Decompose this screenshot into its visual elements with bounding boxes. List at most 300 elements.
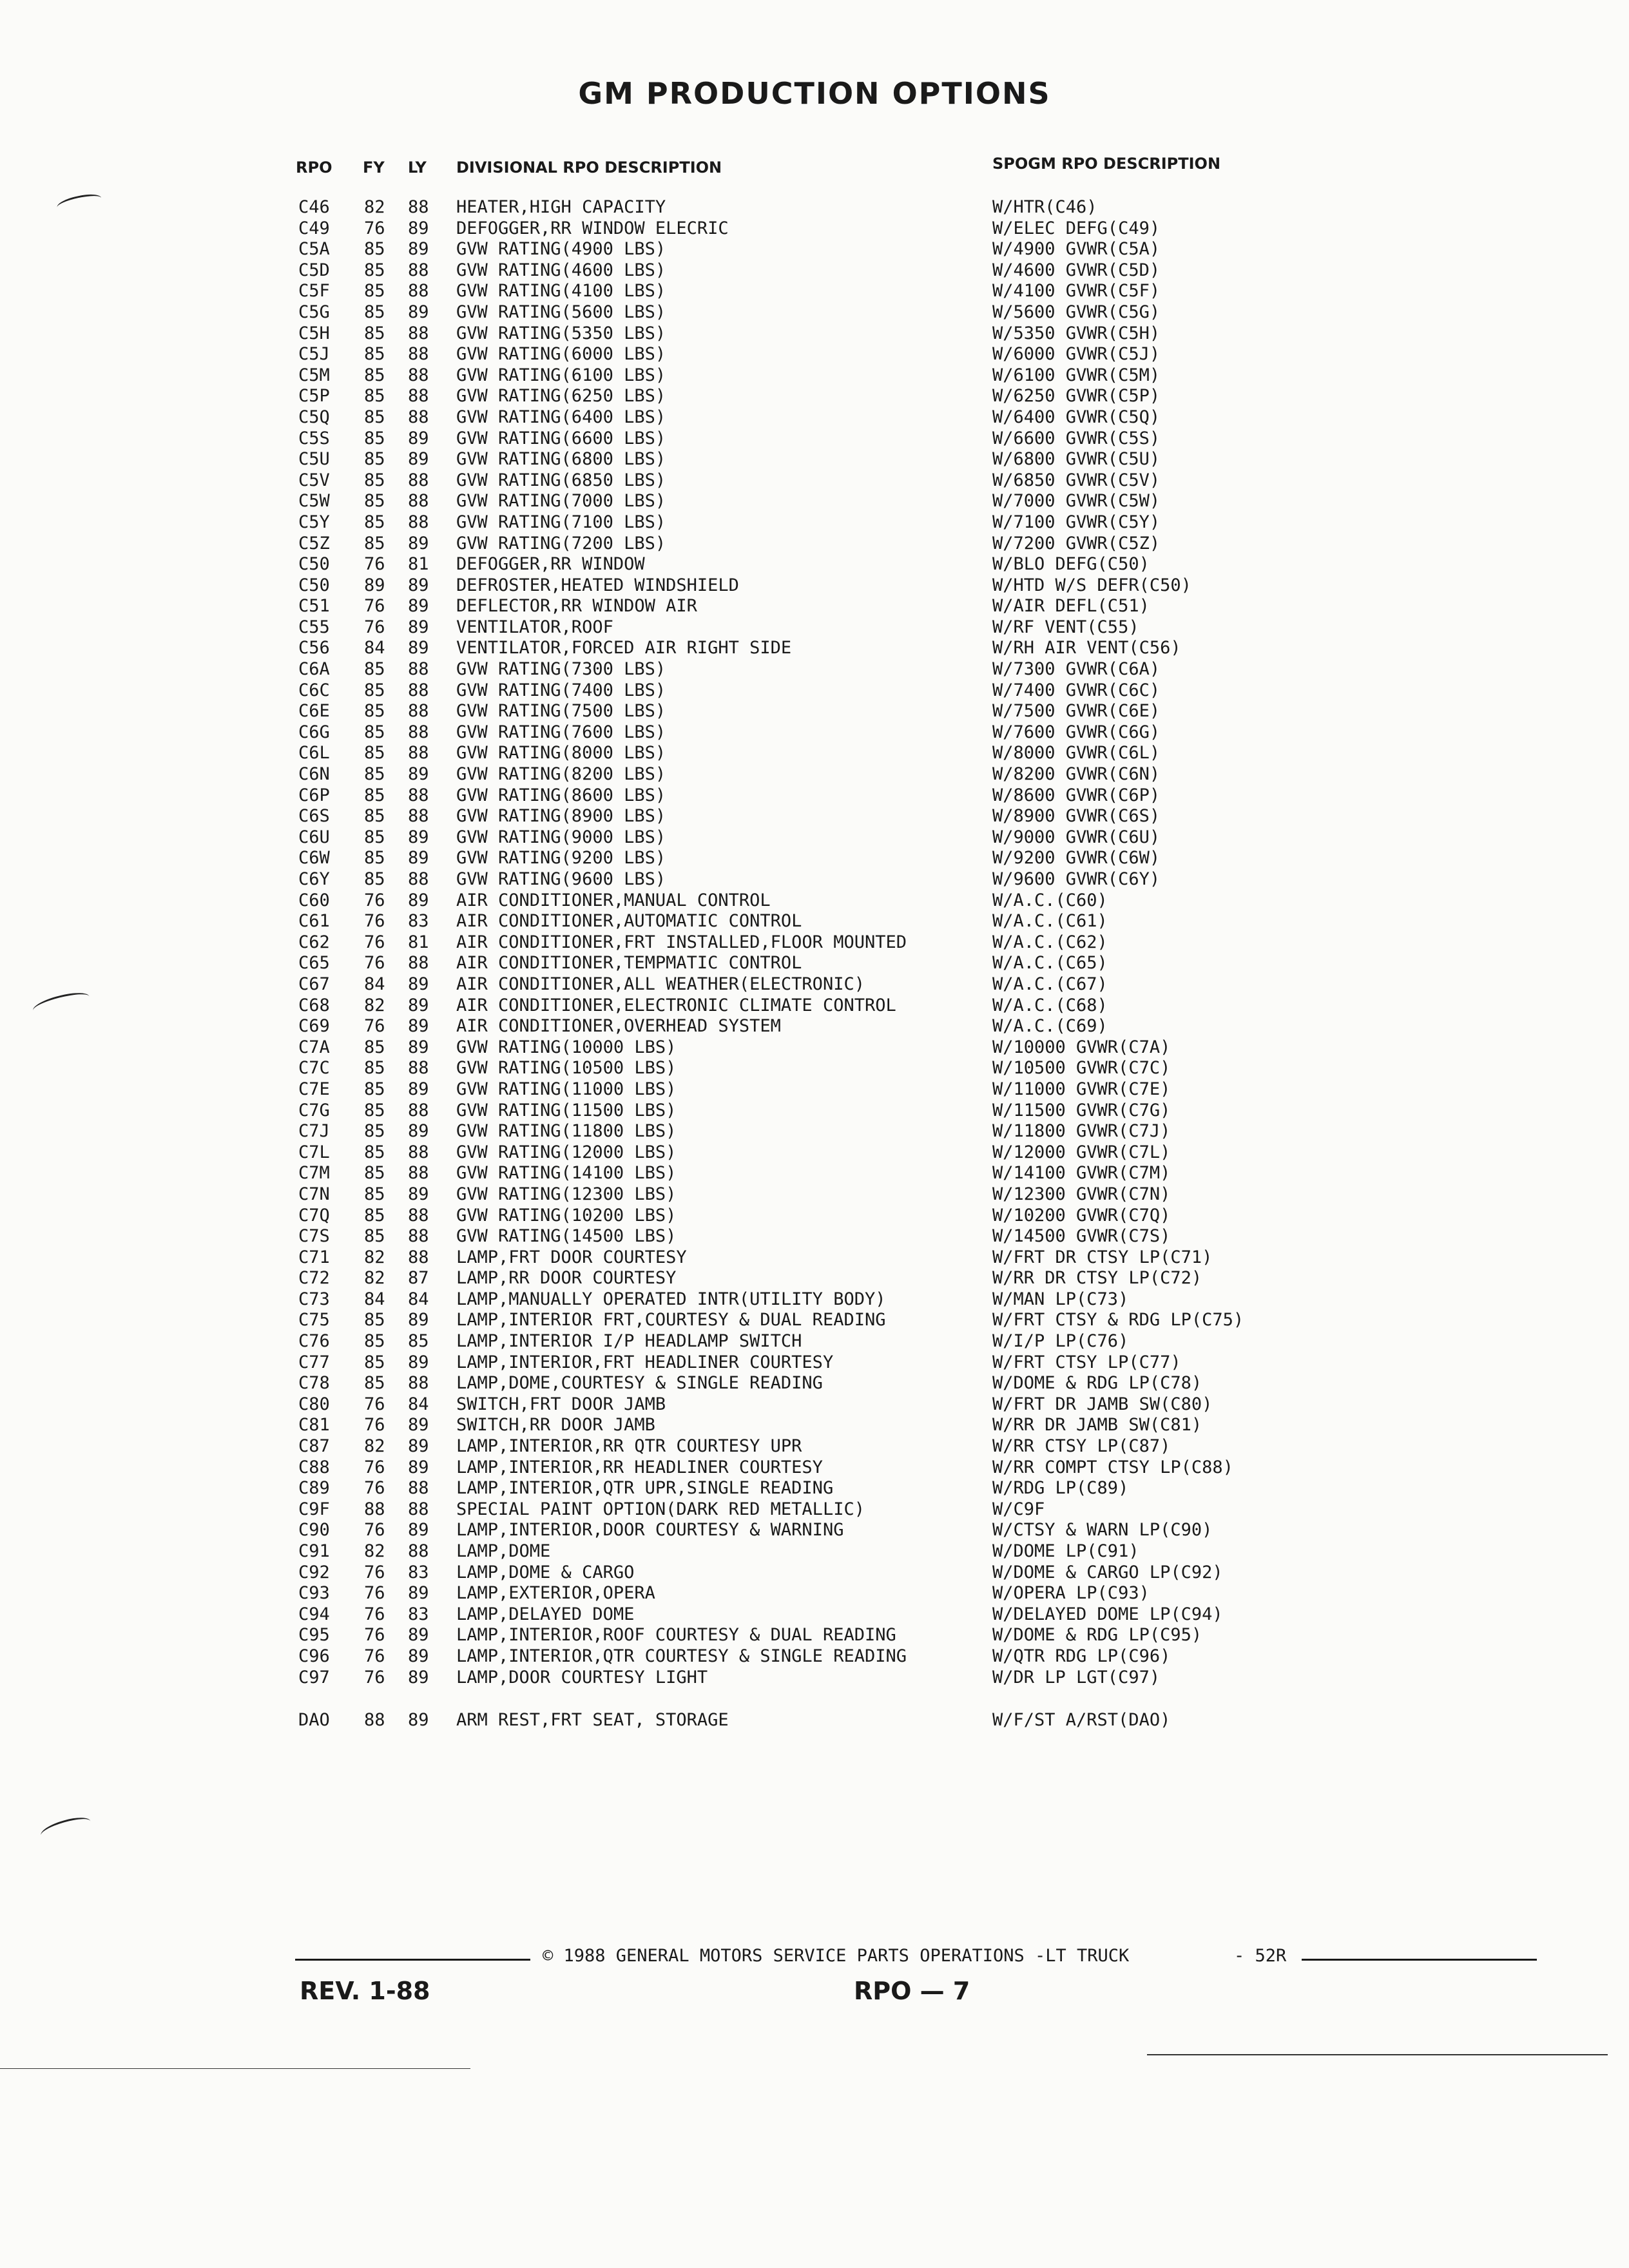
- spogm-description: W/14500 GVWR(C7S): [992, 1226, 1171, 1247]
- rpo-code: C61: [298, 911, 330, 932]
- spogm-description: W/AIR DEFL(C51): [992, 596, 1150, 617]
- spogm-description: W/MAN LP(C73): [992, 1289, 1129, 1309]
- rpo-code: C5F: [298, 281, 330, 302]
- table-row: [0, 953, 1629, 974]
- first-year: 85: [364, 344, 385, 365]
- divisional-description: LAMP,DOME: [456, 1541, 551, 1561]
- table-row: [0, 1625, 1629, 1646]
- first-year: 82: [364, 1247, 385, 1267]
- rpo-code: C5Y: [298, 512, 330, 532]
- first-year: 76: [364, 596, 385, 617]
- table-row: [0, 1037, 1629, 1059]
- divisional-description: LAMP,INTERIOR I/P HEADLAMP SWITCH: [456, 1331, 802, 1352]
- last-year: 89: [408, 1310, 429, 1331]
- divisional-description: LAMP,FRT DOOR COURTESY: [456, 1247, 687, 1267]
- first-year: 85: [364, 785, 385, 805]
- last-year: 89: [408, 617, 429, 637]
- spogm-description: W/14100 GVWR(C7M): [992, 1163, 1171, 1184]
- divisional-description: GVW RATING(6400 LBS): [456, 407, 666, 427]
- rpo-code: C7A: [298, 1037, 330, 1057]
- last-year: 88: [408, 281, 429, 302]
- first-year: 76: [364, 1562, 385, 1582]
- last-year: 88: [408, 386, 429, 407]
- spogm-description: W/9600 GVWR(C6Y): [992, 869, 1161, 889]
- first-year: 85: [364, 1058, 385, 1079]
- first-year: 85: [364, 470, 385, 490]
- last-year: 88: [408, 869, 429, 889]
- rpo-code: C6G: [298, 722, 330, 742]
- spogm-description: W/CTSY & WARN LP(C90): [992, 1520, 1213, 1541]
- rpo-code: C7S: [298, 1226, 330, 1247]
- last-year: 88: [408, 1100, 429, 1120]
- rpo-code: C5P: [298, 386, 330, 407]
- divisional-description: GVW RATING(7200 LBS): [456, 533, 666, 553]
- first-year: 85: [364, 1373, 385, 1394]
- first-year: 85: [364, 1184, 385, 1204]
- scan-mark: [39, 1813, 93, 1843]
- last-year: 88: [408, 806, 429, 827]
- divisional-description: LAMP,DOOR COURTESY LIGHT: [456, 1667, 708, 1687]
- divisional-description: AIR CONDITIONER,ALL WEATHER(ELECTRONIC): [456, 974, 865, 994]
- first-year: 88: [364, 1499, 385, 1519]
- last-year: 88: [408, 1373, 429, 1394]
- divisional-description: GVW RATING(9000 LBS): [456, 827, 666, 847]
- table-row: [0, 1499, 1629, 1521]
- first-year: 85: [364, 659, 385, 680]
- spogm-description: W/RDG LP(C89): [992, 1478, 1129, 1499]
- last-year: 88: [408, 659, 429, 680]
- divisional-description: LAMP,INTERIOR,QTR COURTESY & SINGLE READING: [456, 1646, 907, 1666]
- first-year: 85: [364, 239, 385, 260]
- last-year: 85: [408, 1331, 429, 1352]
- table-row: [0, 239, 1629, 260]
- table-row: [0, 470, 1629, 492]
- table-row: [0, 1142, 1629, 1164]
- table-row: [0, 1583, 1629, 1604]
- divisional-description: LAMP,INTERIOR,ROOF COURTESY & DUAL READING: [456, 1625, 896, 1646]
- last-year: 89: [408, 827, 429, 847]
- spogm-description: W/A.C.(C67): [992, 974, 1108, 994]
- last-year: 88: [408, 260, 429, 280]
- first-year: 85: [364, 302, 385, 322]
- table-row: [0, 323, 1629, 345]
- divisional-description: GVW RATING(12300 LBS): [456, 1184, 677, 1204]
- first-year: 85: [364, 428, 385, 448]
- table-row: [0, 386, 1629, 407]
- rpo-code: DAO: [298, 1710, 330, 1731]
- table-row: [0, 1478, 1629, 1499]
- spogm-description: W/8000 GVWR(C6L): [992, 743, 1161, 764]
- table-row: [0, 1604, 1629, 1626]
- table-row: [0, 575, 1629, 597]
- table-row: [0, 302, 1629, 323]
- last-year: 84: [408, 1394, 429, 1414]
- table-row: [0, 1310, 1629, 1331]
- last-year: 89: [408, 1037, 429, 1057]
- rpo-code: C6Y: [298, 869, 330, 889]
- rpo-code: C6N: [298, 764, 330, 785]
- last-year: 89: [408, 1121, 429, 1142]
- first-year: 85: [364, 869, 385, 889]
- spogm-description: W/I/P LP(C76): [992, 1331, 1129, 1352]
- table-row: [0, 743, 1629, 764]
- spogm-description: W/5350 GVWR(C5H): [992, 323, 1161, 343]
- rpo-code: C6E: [298, 701, 330, 722]
- spogm-description: W/FRT DR JAMB SW(C80): [992, 1394, 1213, 1414]
- table-row: [0, 1436, 1629, 1457]
- spogm-description: W/11500 GVWR(C7G): [992, 1100, 1171, 1120]
- table-row: [0, 764, 1629, 785]
- rpo-code: C7M: [298, 1163, 330, 1184]
- last-year: 88: [408, 722, 429, 742]
- last-year: 89: [408, 596, 429, 617]
- first-year: 85: [364, 722, 385, 742]
- table-row: [0, 407, 1629, 428]
- rpo-code: C91: [298, 1541, 330, 1561]
- first-year: 76: [364, 911, 385, 932]
- first-year: 85: [364, 260, 385, 280]
- spogm-description: W/6800 GVWR(C5U): [992, 449, 1161, 470]
- last-year: 89: [408, 764, 429, 785]
- divisional-description: GVW RATING(8200 LBS): [456, 764, 666, 785]
- last-year: 88: [408, 1226, 429, 1247]
- spogm-description: W/DR LP LGT(C97): [992, 1667, 1161, 1687]
- rpo-code: C5J: [298, 344, 330, 365]
- last-year: 88: [408, 197, 429, 217]
- rpo-code: C75: [298, 1310, 330, 1331]
- rpo-code: C78: [298, 1373, 330, 1394]
- spogm-description: W/11000 GVWR(C7E): [992, 1079, 1171, 1099]
- page-title: GM PRODUCTION OPTIONS: [578, 76, 1051, 111]
- rpo-code: C5U: [298, 449, 330, 470]
- rpo-code: C6C: [298, 680, 330, 700]
- rpo-code: C5S: [298, 428, 330, 448]
- table-row: [0, 1121, 1629, 1142]
- first-year: 76: [364, 617, 385, 637]
- rpo-code: C73: [298, 1289, 330, 1309]
- spogm-description: W/A.C.(C60): [992, 890, 1108, 910]
- divisional-description: GVW RATING(10200 LBS): [456, 1205, 677, 1225]
- rpo-code: C5V: [298, 470, 330, 490]
- rpo-code: C96: [298, 1646, 330, 1666]
- first-year: 76: [364, 1016, 385, 1037]
- first-year: 85: [364, 848, 385, 869]
- last-year: 89: [408, 1625, 429, 1646]
- divisional-description: GVW RATING(11500 LBS): [456, 1100, 677, 1120]
- last-year: 89: [408, 1646, 429, 1666]
- rpo-code: C46: [298, 197, 330, 217]
- first-year: 85: [364, 1163, 385, 1184]
- spogm-description: W/RR DR JAMB SW(C81): [992, 1415, 1202, 1436]
- spogm-description: W/HTD W/S DEFR(C50): [992, 575, 1191, 595]
- last-year: 88: [408, 701, 429, 722]
- divisional-description: GVW RATING(6600 LBS): [456, 428, 666, 448]
- divisional-description: AIR CONDITIONER,TEMPMATIC CONTROL: [456, 953, 802, 974]
- rpo-code: C7E: [298, 1079, 330, 1099]
- divisional-description: LAMP,EXTERIOR,OPERA: [456, 1583, 655, 1604]
- first-year: 76: [364, 953, 385, 974]
- table-row: [0, 1331, 1629, 1352]
- table-row: [0, 1667, 1629, 1689]
- first-year: 85: [364, 743, 385, 764]
- spogm-description: W/RR COMPT CTSY LP(C88): [992, 1457, 1233, 1477]
- last-year: 89: [408, 890, 429, 910]
- table-row: [0, 890, 1629, 912]
- divisional-description: GVW RATING(4600 LBS): [456, 260, 666, 280]
- last-year: 88: [408, 1142, 429, 1162]
- rpo-code: C6U: [298, 827, 330, 847]
- table-row: [0, 827, 1629, 849]
- last-year: 88: [408, 407, 429, 427]
- footer-page-code: - 52R: [1234, 1946, 1287, 1966]
- last-year: 88: [408, 1163, 429, 1184]
- table-row: [0, 932, 1629, 954]
- page-number: RPO — 7: [854, 1977, 970, 2005]
- table-row: [0, 197, 1629, 218]
- spogm-description: W/F/ST A/RST(DAO): [992, 1710, 1171, 1731]
- rpo-code: C92: [298, 1562, 330, 1582]
- first-year: 89: [364, 575, 385, 595]
- first-year: 76: [364, 1520, 385, 1541]
- rpo-code: C6P: [298, 785, 330, 805]
- spogm-description: W/7200 GVWR(C5Z): [992, 533, 1161, 553]
- divisional-description: SPECIAL PAINT OPTION(DARK RED METALLIC): [456, 1499, 865, 1519]
- spogm-description: W/9200 GVWR(C6W): [992, 848, 1161, 869]
- first-year: 82: [364, 1268, 385, 1289]
- divisional-description: GVW RATING(9600 LBS): [456, 869, 666, 889]
- table-row: [0, 1268, 1629, 1289]
- divisional-description: AIR CONDITIONER,AUTOMATIC CONTROL: [456, 911, 802, 932]
- first-year: 85: [364, 407, 385, 427]
- last-year: 89: [408, 995, 429, 1015]
- divisional-description: GVW RATING(4100 LBS): [456, 281, 666, 302]
- spogm-description: W/12300 GVWR(C7N): [992, 1184, 1171, 1204]
- table-row: [0, 449, 1629, 470]
- last-year: 89: [408, 1016, 429, 1037]
- table-row: [0, 911, 1629, 932]
- last-year: 89: [408, 974, 429, 994]
- divisional-description: LAMP,DOME & CARGO: [456, 1562, 635, 1582]
- first-year: 76: [364, 1394, 385, 1414]
- last-year: 89: [408, 1352, 429, 1372]
- rpo-code: C7G: [298, 1100, 330, 1120]
- first-year: 76: [364, 1667, 385, 1687]
- divisional-description: GVW RATING(7000 LBS): [456, 491, 666, 512]
- last-year: 89: [408, 638, 429, 658]
- spogm-description: W/10500 GVWR(C7C): [992, 1058, 1171, 1079]
- spogm-description: W/DELAYED DOME LP(C94): [992, 1604, 1223, 1624]
- first-year: 76: [364, 1415, 385, 1436]
- last-year: 89: [408, 848, 429, 869]
- rpo-code: C60: [298, 890, 330, 910]
- first-year: 84: [364, 974, 385, 994]
- rpo-code: C5Q: [298, 407, 330, 427]
- divisional-description: LAMP,INTERIOR,RR QTR COURTESY UPR: [456, 1436, 802, 1457]
- spogm-description: W/DOME & RDG LP(C78): [992, 1373, 1202, 1394]
- rpo-code: C5M: [298, 365, 330, 385]
- divisional-description: GVW RATING(6000 LBS): [456, 344, 666, 365]
- spogm-description: W/RR DR CTSY LP(C72): [992, 1268, 1202, 1289]
- rpo-code: C69: [298, 1016, 330, 1037]
- table-row: [0, 1457, 1629, 1479]
- spogm-description: W/12000 GVWR(C7L): [992, 1142, 1171, 1162]
- last-year: 88: [408, 491, 429, 512]
- table-row: [0, 785, 1629, 807]
- spogm-description: W/8900 GVWR(C6S): [992, 806, 1161, 827]
- table-row: [0, 1100, 1629, 1122]
- spogm-description: W/6850 GVWR(C5V): [992, 470, 1161, 490]
- rpo-code: C80: [298, 1394, 330, 1414]
- table-row: [0, 260, 1629, 282]
- divisional-description: GVW RATING(7300 LBS): [456, 659, 666, 680]
- spogm-description: W/6400 GVWR(C5Q): [992, 407, 1161, 427]
- divisional-description: AIR CONDITIONER,FRT INSTALLED,FLOOR MOUNTED: [456, 932, 907, 952]
- spogm-description: W/ELEC DEFG(C49): [992, 218, 1161, 238]
- divisional-description: GVW RATING(6250 LBS): [456, 386, 666, 407]
- rpo-code: C93: [298, 1583, 330, 1604]
- divisional-description: GVW RATING(9200 LBS): [456, 848, 666, 869]
- last-year: 89: [408, 1415, 429, 1436]
- table-row: [0, 680, 1629, 702]
- table-row: [0, 1206, 1629, 1227]
- divisional-description: GVW RATING(14500 LBS): [456, 1226, 677, 1247]
- spogm-description: W/4600 GVWR(C5D): [992, 260, 1161, 280]
- table-row: [0, 1058, 1629, 1079]
- table-row: [0, 1646, 1629, 1667]
- last-year: 88: [408, 1478, 429, 1499]
- last-year: 84: [408, 1289, 429, 1309]
- rpo-code: C55: [298, 617, 330, 637]
- last-year: 89: [408, 218, 429, 238]
- last-year: 89: [408, 302, 429, 322]
- table-row: [0, 512, 1629, 533]
- divisional-description: LAMP,INTERIOR,RR HEADLINER COURTESY: [456, 1457, 823, 1477]
- divisional-description: VENTILATOR,FORCED AIR RIGHT SIDE: [456, 638, 792, 658]
- divisional-description: GVW RATING(10500 LBS): [456, 1058, 677, 1079]
- spogm-description: W/9000 GVWR(C6U): [992, 827, 1161, 847]
- first-year: 76: [364, 1625, 385, 1646]
- last-year: 88: [408, 470, 429, 490]
- table-row: [0, 1016, 1629, 1037]
- spogm-description: W/5600 GVWR(C5G): [992, 302, 1161, 322]
- table-row: [0, 995, 1629, 1017]
- rpo-code: C56: [298, 638, 330, 658]
- divisional-description: GVW RATING(7400 LBS): [456, 680, 666, 700]
- last-year: 88: [408, 1541, 429, 1561]
- rpo-code: C95: [298, 1625, 330, 1646]
- first-year: 82: [364, 197, 385, 217]
- table-row: [0, 1247, 1629, 1269]
- spogm-description: W/7600 GVWR(C6G): [992, 722, 1161, 742]
- last-year: 88: [408, 1499, 429, 1519]
- table-row: [0, 1079, 1629, 1100]
- header-rpo: RPO: [296, 159, 333, 177]
- first-year: 85: [364, 449, 385, 470]
- first-year: 85: [364, 533, 385, 553]
- table-row: [0, 1352, 1629, 1374]
- rpo-code: C97: [298, 1667, 330, 1687]
- divisional-description: HEATER,HIGH CAPACITY: [456, 197, 666, 217]
- table-row: [0, 491, 1629, 512]
- divisional-description: DEFROSTER,HEATED WINDSHIELD: [456, 575, 739, 595]
- spogm-description: W/DOME & RDG LP(C95): [992, 1625, 1202, 1646]
- footer-rule-left: [295, 1959, 530, 1961]
- divisional-description: GVW RATING(8900 LBS): [456, 806, 666, 827]
- first-year: 84: [364, 638, 385, 658]
- first-year: 76: [364, 218, 385, 238]
- first-year: 76: [364, 1604, 385, 1624]
- spogm-description: W/HTR(C46): [992, 197, 1097, 217]
- last-year: 87: [408, 1268, 429, 1289]
- divisional-description: ARM REST,FRT SEAT, STORAGE: [456, 1710, 729, 1731]
- divisional-description: SWITCH,RR DOOR JAMB: [456, 1415, 655, 1436]
- table-row: [0, 533, 1629, 555]
- divisional-description: SWITCH,FRT DOOR JAMB: [456, 1394, 666, 1414]
- table-row: [0, 218, 1629, 240]
- table-row: [0, 806, 1629, 827]
- divisional-description: DEFLECTOR,RR WINDOW AIR: [456, 596, 697, 617]
- last-year: 81: [408, 554, 429, 575]
- scan-edge-line: [0, 2068, 470, 2069]
- rpo-code: C68: [298, 995, 330, 1015]
- last-year: 88: [408, 953, 429, 974]
- divisional-description: DEFOGGER,RR WINDOW: [456, 554, 645, 575]
- divisional-description: GVW RATING(6800 LBS): [456, 449, 666, 470]
- spogm-description: W/7400 GVWR(C6C): [992, 680, 1161, 700]
- divisional-description: LAMP,INTERIOR FRT,COURTESY & DUAL READING: [456, 1310, 886, 1331]
- spogm-description: W/4900 GVWR(C5A): [992, 239, 1161, 260]
- first-year: 88: [364, 1710, 385, 1731]
- table-row: [0, 554, 1629, 575]
- first-year: 76: [364, 1583, 385, 1604]
- table-row: [0, 1520, 1629, 1541]
- header-spogm: SPOGM RPO DESCRIPTION: [992, 155, 1221, 173]
- first-year: 85: [364, 764, 385, 785]
- rpo-code: C50: [298, 575, 330, 595]
- divisional-description: GVW RATING(10000 LBS): [456, 1037, 677, 1057]
- rpo-code: C6S: [298, 806, 330, 827]
- rpo-code: C94: [298, 1604, 330, 1624]
- spogm-description: W/7000 GVWR(C5W): [992, 491, 1161, 512]
- last-year: 89: [408, 575, 429, 595]
- last-year: 88: [408, 785, 429, 805]
- table-row: [0, 1163, 1629, 1184]
- table-row: [0, 1184, 1629, 1206]
- rpo-code: C7J: [298, 1121, 330, 1142]
- divisional-description: LAMP,DOME,COURTESY & SINGLE READING: [456, 1373, 823, 1394]
- first-year: 85: [364, 806, 385, 827]
- divisional-description: DEFOGGER,RR WINDOW ELECRIC: [456, 218, 729, 238]
- divisional-description: AIR CONDITIONER,ELECTRONIC CLIMATE CONTROL: [456, 995, 896, 1015]
- header-ly: LY: [408, 159, 427, 177]
- spogm-description: W/QTR RDG LP(C96): [992, 1646, 1171, 1666]
- last-year: 88: [408, 323, 429, 343]
- first-year: 85: [364, 827, 385, 847]
- spogm-description: W/8600 GVWR(C6P): [992, 785, 1161, 805]
- spogm-description: W/6000 GVWR(C5J): [992, 344, 1161, 365]
- spogm-description: W/DOME LP(C91): [992, 1541, 1139, 1561]
- divisional-description: LAMP,INTERIOR,QTR UPR,SINGLE READING: [456, 1478, 834, 1499]
- rpo-code: C51: [298, 596, 330, 617]
- divisional-description: AIR CONDITIONER,MANUAL CONTROL: [456, 890, 771, 910]
- first-year: 85: [364, 281, 385, 302]
- rpo-code: C5W: [298, 491, 330, 512]
- first-year: 85: [364, 512, 385, 532]
- table-row: [0, 1415, 1629, 1436]
- last-year: 81: [408, 932, 429, 952]
- rpo-code: C5Z: [298, 533, 330, 553]
- table-row: [0, 638, 1629, 659]
